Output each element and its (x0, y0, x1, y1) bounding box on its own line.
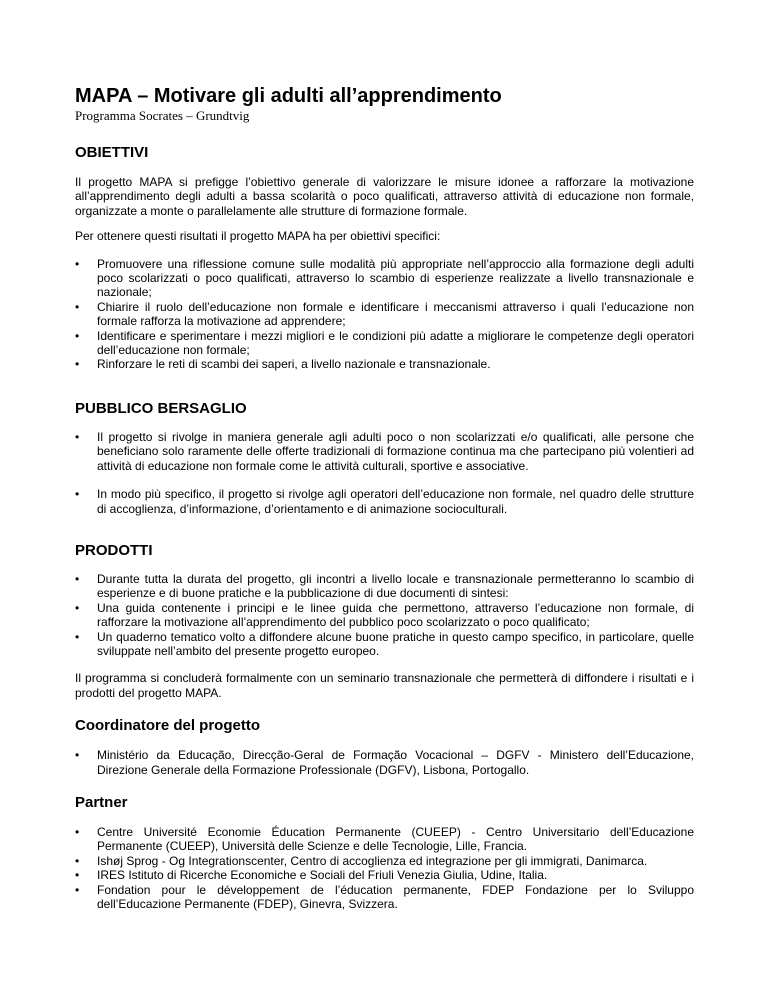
list-item: • Durante tutta la durata del progetto, gli incontri a livello locale e transnazionale permetteranno lo scambio di esperienze e di buone pratiche e la pubblicazione di due documenti di sintesi: (75, 571, 694, 601)
section-heading-prodotti: PRODOTTI (75, 541, 153, 559)
obiettivi-lead: Per ottenere questi risultati il progetto MAPA ha per obiettivi specifici: (75, 229, 441, 244)
coordinatore-list (75, 748, 694, 777)
bullet-icon: • (75, 487, 80, 502)
section-heading-coordinatore: Coordinatore del progetto (75, 717, 260, 735)
prodotti-closing: Il programma si concluderà formalmente con un seminario transnazionale che permetterà di diffondere i risultati e i prodotti del progetto MAPA. (75, 671, 694, 700)
list-item: • Il progetto si rivolge in maniera generale agli adulti poco o non scolarizzati e/o qualificati, alle persone che beneficiano solo raramente delle offerte tradizionali di formazione continua ma che partecipano più volentieri ad attività di educazione non formale come le attività culturali, sportive e associative. (75, 429, 694, 473)
bullet-icon: • (75, 824, 80, 839)
bullet-icon: • (75, 853, 80, 868)
section-heading-partner: Partner (75, 793, 128, 811)
page-title: MAPA – Motivare gli adulti all’apprendimento (75, 85, 502, 107)
bullet-icon: • (75, 357, 80, 372)
list-item: • Fondation pour le développement de l’éducation permanente, FDEP Fondazione per lo Sviluppo dell’Educazione Permanente (FDEP), Ginevra, Svizzera. (75, 882, 694, 911)
list-item: • Identificare e sperimentare i mezzi migliori e le condizioni più adatte a migliorare le competenze degli operatori dell’educazione non formale; (75, 328, 694, 358)
partner-list (75, 825, 694, 911)
list-item: • Un quaderno tematico volto a diffondere alcune buone pratiche in questo campo specifico, in particolare, quelle sviluppate nell’ambito del presente progetto europeo. (75, 629, 694, 658)
obiettivi-intro: Il progetto MAPA si prefigge l’obiettivo generale di valorizzare le misure idonee a rafforzare la motivazione all’apprendimento degli adulti a bassa scolarità o poco qualificati, attraverso attività di educazione non formale, organizzate a monte o parallelamente alle strutture di formazione formale. (75, 175, 694, 218)
bullet-icon: • (75, 882, 80, 897)
bullet-icon: • (75, 868, 80, 883)
list-item: • Ishøj Sprog - Og Integrationscenter, Centro di accoglienza ed integrazione per gli immigrati, Danimarca. (75, 853, 648, 868)
list-item: • Centre Université Economie Éducation Permanente (CUEEP) - Centro Universitario dell’Educazione Permanente (CUEEP), Università delle Scienze e delle Tecnologie, Lille, Francia. (75, 824, 694, 854)
bullet-icon: • (75, 629, 80, 644)
list-item: • Promuovere una riflessione comune sulle modalità più appropriate nell’approccio alla formazione degli adulti poco scolarizzati o poco qualificati, attraverso lo scambio di esperienze realizzate a livello transnazionale e nazionale; (75, 256, 694, 300)
list-item: • IRES Istituto di Ricerche Economiche e Sociali del Friuli Venezia Giulia, Udine, Italia. (75, 868, 548, 883)
document-body (75, 84, 694, 911)
list-item: • Rinforzare le reti di scambi dei saperi, a livello nazionale e transnazionale. (75, 357, 491, 372)
list-item: • Una guida contenente i principi e le linee guida che permettono, attraverso l’educazione non formale, di rafforzare la motivazione all’apprendimento del pubblico poco scolarizzato o poco qualificato; (75, 600, 694, 630)
obiettivi-list (75, 257, 694, 372)
prodotti-list (75, 572, 694, 658)
bullet-icon: • (75, 429, 80, 444)
list-item: • In modo più specifico, il progetto si rivolge agli operatori dell’educazione non formale, nel quadro delle strutture di accoglienza, d’informazione, d’orientamento e di animazione socioculturali. (75, 487, 694, 516)
page-subtitle: Programma Socrates – Grundtvig (75, 108, 250, 123)
bullet-icon: • (75, 299, 80, 314)
section-heading-pubblico: PUBBLICO BERSAGLIO (75, 399, 247, 417)
bullet-icon: • (75, 600, 80, 615)
bullet-icon: • (75, 571, 80, 586)
bullet-icon: • (75, 256, 80, 271)
section-heading-obiettivi: OBIETTIVI (75, 144, 149, 161)
bullet-icon: • (75, 328, 80, 343)
bullet-icon: • (75, 748, 80, 763)
list-item: • Chiarire il ruolo dell’educazione non formale e identificare i meccanismi attraverso i quali l’educazione non formale rafforza la motivazione ad apprendere; (75, 299, 694, 329)
pubblico-list (75, 430, 694, 516)
list-item: • Ministério da Educação, Direcção-Geral de Formação Vocacional – DGFV - Ministero dell’Educazione, Direzione Generale della Formazione Professionale (DGFV), Lisbona, Portogallo. (75, 748, 694, 777)
